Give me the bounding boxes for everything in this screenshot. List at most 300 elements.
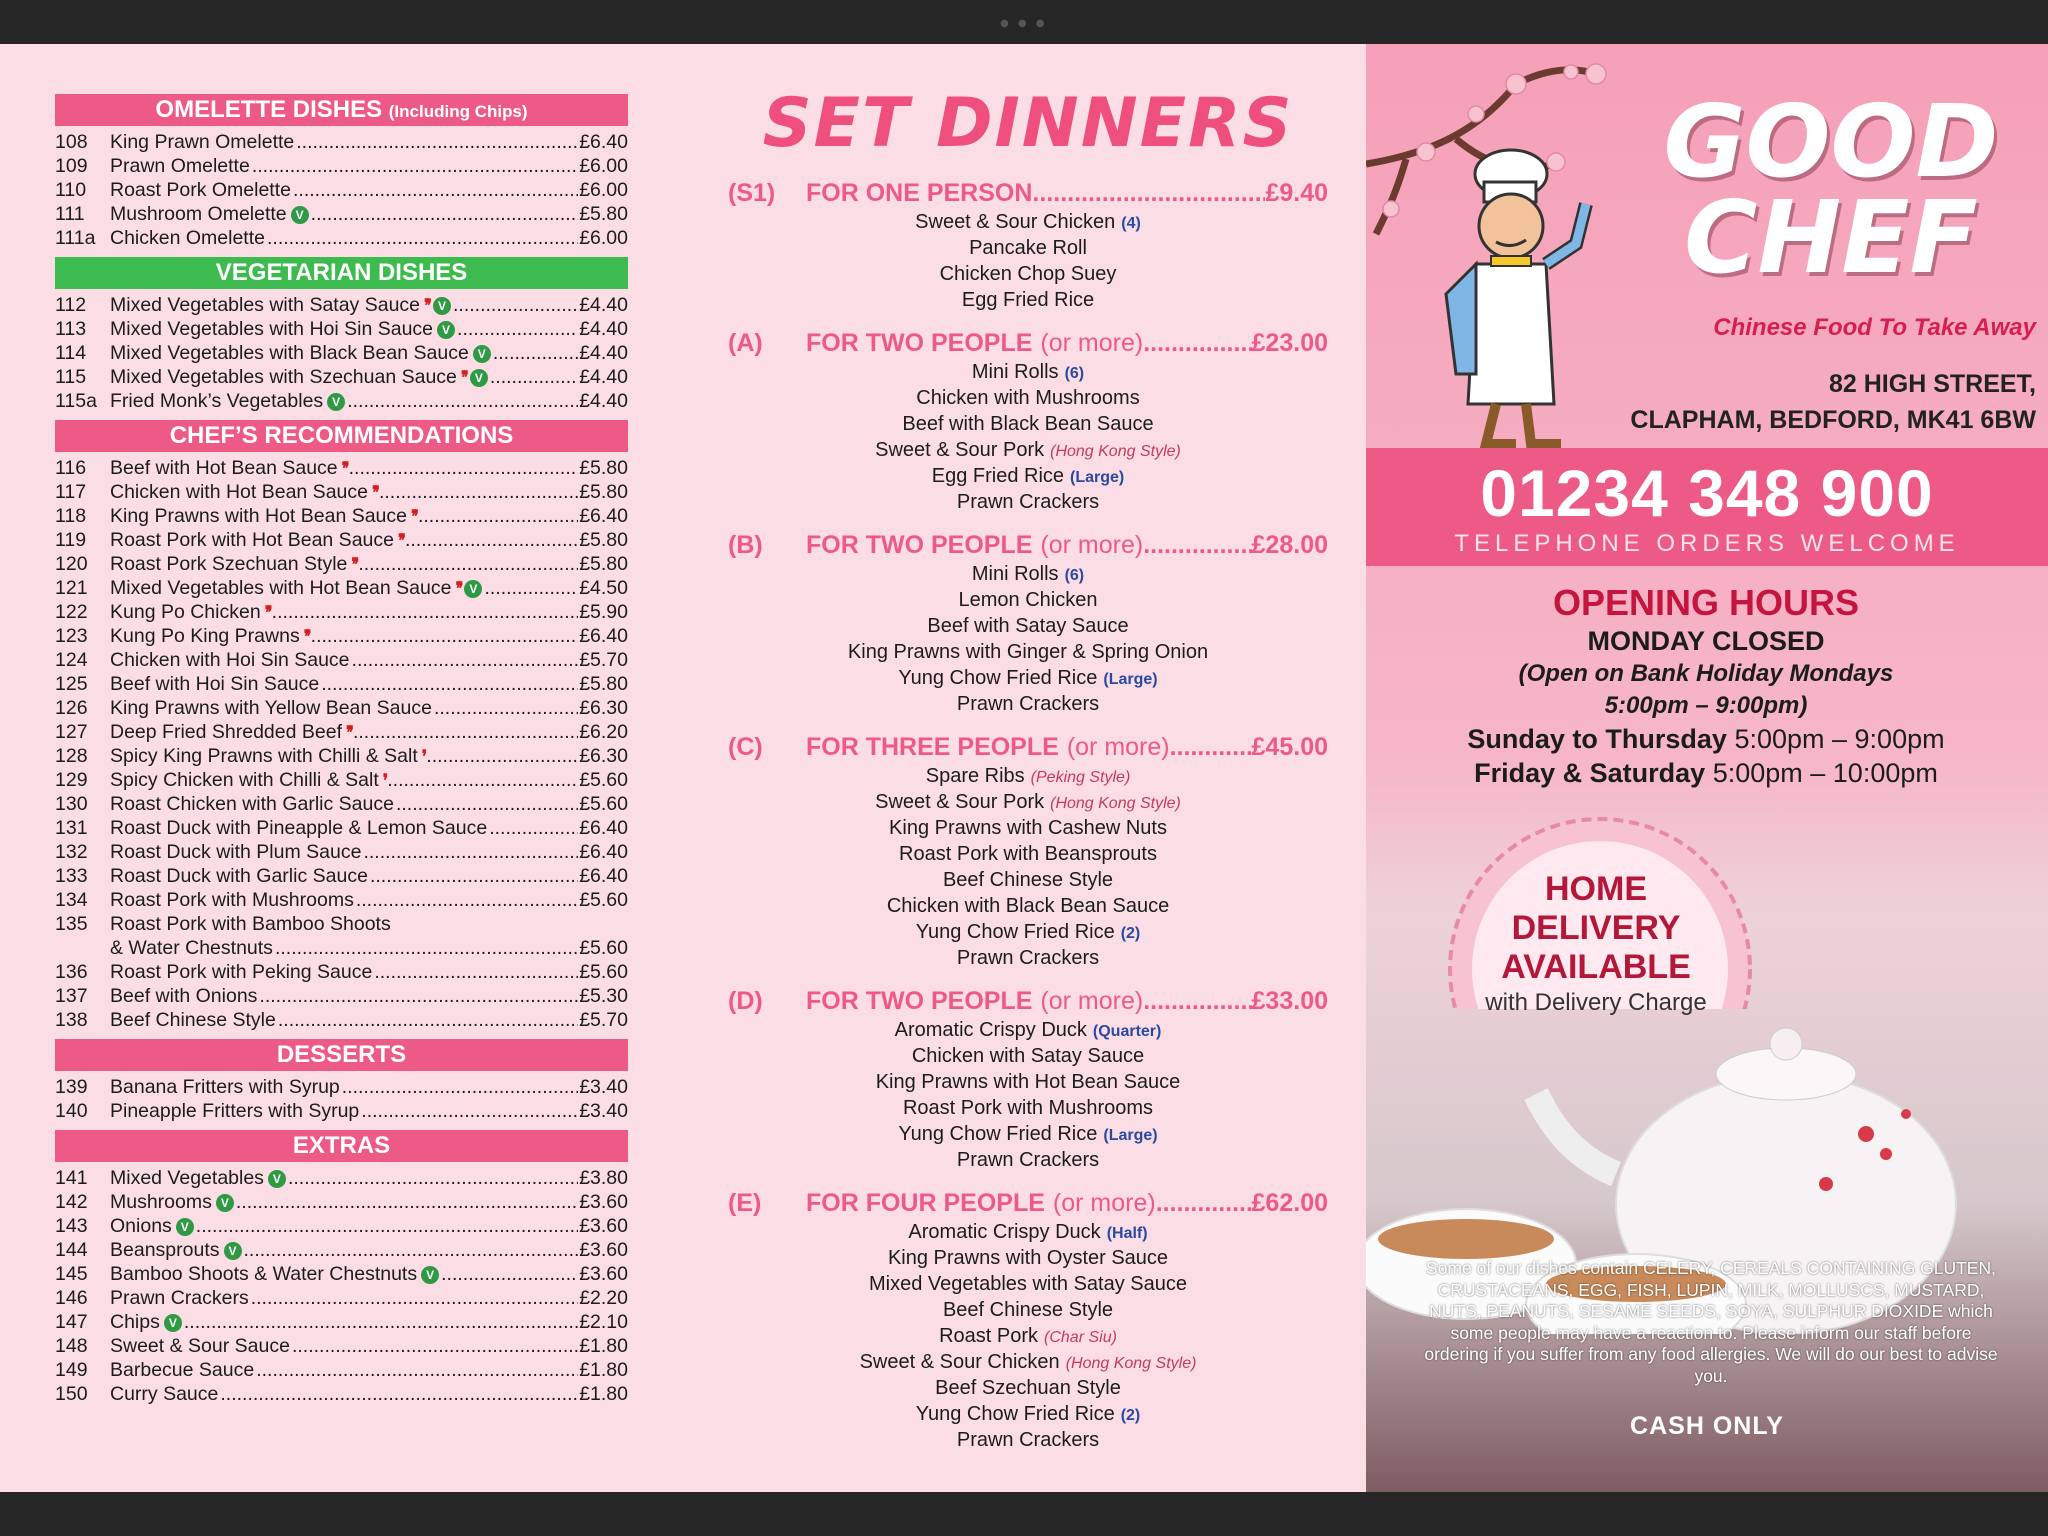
item-price: £1.80 (579, 1335, 628, 1357)
dot-leader (349, 457, 579, 480)
item-name-wrap (110, 889, 354, 912)
item-name: King Prawns with Yellow Bean Sauce (110, 697, 432, 719)
item-name: Roast Pork Omelette (110, 179, 291, 201)
dish-name: Roast Pork with Beansprouts (899, 843, 1157, 865)
vegetarian-v-icon: V (327, 393, 345, 411)
item-name: Mixed Vegetables (110, 1167, 264, 1189)
dish-name: Prawn Crackers (956, 1149, 1100, 1171)
item-name: King Prawn Omelette (110, 131, 295, 153)
set-dish (728, 359, 1328, 385)
item-name-wrap (110, 649, 350, 672)
set-code: (B) (728, 531, 763, 559)
item-price: £6.40 (579, 131, 628, 153)
menu-item-row (55, 841, 628, 865)
hours-line (1406, 756, 2006, 790)
item-number: 141 (55, 1167, 88, 1189)
dish-name: Sweet & Sour Chicken (859, 1351, 1060, 1373)
set-dish (728, 437, 1328, 463)
menu-item-row (55, 1239, 628, 1263)
dot-leader (353, 721, 578, 744)
vegetarian-v-icon: V (433, 297, 451, 315)
left-column (55, 94, 628, 1413)
item-list (55, 1162, 628, 1407)
dot-leader (1156, 1187, 1252, 1219)
item-name: Deep Fried Shredded Beef (110, 721, 342, 743)
item-number: 115 (55, 366, 87, 388)
menu-item-row (55, 227, 628, 251)
set-header (728, 985, 1328, 1017)
item-name: Spicy Chicken with Chilli & Salt (110, 769, 379, 791)
item-name-wrap (110, 481, 377, 504)
chili-icon: ❜❜ (341, 459, 347, 478)
dot-leader (252, 155, 578, 178)
item-number: 119 (55, 529, 87, 551)
item-name-wrap (110, 577, 482, 600)
dish-name: Prawn Crackers (956, 693, 1100, 715)
dish-note: (Hong Kong Style) (1065, 1355, 1197, 1372)
set-dish (728, 1043, 1328, 1069)
dot-leader (457, 318, 578, 341)
item-name-wrap (110, 1215, 194, 1238)
menu-item-row (55, 1359, 628, 1383)
item-number: 128 (55, 745, 88, 767)
item-price: £3.60 (579, 1215, 628, 1237)
item-list (55, 126, 628, 251)
dish-name: Prawn Crackers (956, 1429, 1100, 1451)
set-label: FOR TWO PEOPLE (806, 329, 1033, 357)
menu-sheet (0, 44, 2048, 1492)
item-list (55, 1071, 628, 1124)
item-number: 129 (55, 769, 88, 791)
item-price: £5.60 (579, 769, 628, 791)
item-price: £5.60 (579, 889, 628, 911)
set-code: (A) (728, 329, 763, 357)
item-number: 146 (55, 1287, 88, 1309)
item-number: 124 (55, 649, 88, 671)
item-name: Bamboo Shoots & Water Chestnuts (110, 1263, 418, 1285)
hours-line (1406, 722, 2006, 756)
dish-name: Prawn Crackers (956, 491, 1100, 513)
item-price: £4.50 (579, 577, 628, 599)
dish-note: (Large) (1070, 469, 1125, 486)
item-number: 115a (55, 390, 97, 412)
item-price: £5.80 (579, 457, 628, 479)
vegetarian-v-icon: V (291, 206, 309, 224)
item-name-wrap (110, 1076, 340, 1099)
item-number: 149 (55, 1359, 88, 1381)
menu-item-row (55, 1263, 628, 1287)
chili-icon: ❜❜ (397, 531, 403, 550)
dot-leader (272, 601, 579, 624)
item-name: Roast Pork Szechuan Style (110, 553, 348, 575)
vegetarian-v-icon: V (224, 1242, 242, 1260)
dish-name: Spare Ribs (925, 765, 1025, 787)
item-price: £1.80 (579, 1359, 628, 1381)
item-number: 116 (55, 457, 87, 479)
delivery-title (1456, 870, 1736, 987)
section-header (55, 1039, 628, 1071)
item-name: King Prawns with Hot Bean Sauce (110, 505, 407, 527)
section-title: VEGETARIAN DISHES (215, 259, 468, 286)
menu-item-row (55, 673, 628, 697)
item-name: Roast Pork with Bamboo Shoots (110, 913, 391, 935)
item-price: £3.80 (579, 1167, 628, 1189)
set-dish (728, 1017, 1328, 1043)
menu-item-row (55, 697, 628, 721)
item-number: 139 (55, 1076, 88, 1098)
item-name-wrap (110, 745, 424, 768)
dish-note: (Char Siu) (1044, 1329, 1117, 1346)
set-label: FOR FOUR PEOPLE (806, 1189, 1045, 1217)
item-price: £6.40 (579, 625, 628, 647)
dish-note: (6) (1064, 567, 1085, 584)
set-dish (728, 815, 1328, 841)
item-price: £6.40 (579, 841, 628, 863)
item-price: £3.60 (579, 1263, 628, 1285)
item-price: £5.80 (579, 673, 628, 695)
dot-leader (493, 342, 578, 365)
set-code: (S1) (728, 179, 776, 207)
item-name-wrap (110, 553, 356, 576)
dot-leader (1143, 327, 1251, 359)
dot-leader (288, 1167, 578, 1190)
item-name: Roast Pork with Peking Sauce (110, 961, 373, 983)
item-list (55, 289, 628, 414)
menu-item-row (55, 342, 628, 366)
set-code: (C) (728, 733, 763, 761)
set-dish (728, 691, 1328, 717)
set-dish (728, 261, 1328, 287)
item-name: Banana Fritters with Syrup (110, 1076, 340, 1098)
item-number: 121 (55, 577, 88, 599)
section-title: DESSERTS (276, 1041, 407, 1068)
item-name-wrap (110, 985, 257, 1008)
menu-item-row (55, 865, 628, 889)
phone-band (1366, 448, 2048, 566)
item-name: Beef with Onions (110, 985, 258, 1007)
brand-tagline: Chinese Food To Take Away (1713, 314, 2036, 341)
dish-note: (6) (1064, 365, 1085, 382)
chili-icon: ❜❜ (411, 507, 416, 526)
dot-leader (267, 227, 578, 250)
set-dish (728, 463, 1328, 489)
set-dish (728, 1219, 1328, 1245)
viewer-top-bar (0, 0, 2048, 44)
item-name: Pineapple Fritters with Syrup (110, 1100, 360, 1122)
vegetarian-v-icon: V (421, 1266, 439, 1284)
item-price: £6.40 (579, 817, 628, 839)
item-name: Beansprouts (110, 1239, 220, 1261)
item-name-wrap (110, 131, 294, 154)
chili-icon: ❜ (382, 771, 386, 790)
dish-name: Sweet & Sour Pork (875, 439, 1045, 461)
item-name-wrap (110, 1287, 249, 1310)
item-name-wrap (110, 673, 319, 696)
menu-item-row (55, 1383, 628, 1407)
dish-name: Sweet & Sour Pork (875, 791, 1045, 813)
address-line-1: 82 HIGH STREET, (1829, 370, 2036, 398)
section-subtitle: (Including Chips) (388, 102, 528, 121)
dot-leader (490, 366, 578, 389)
item-price: £3.60 (579, 1239, 628, 1261)
dot-leader (418, 505, 578, 528)
item-price: £6.40 (579, 505, 628, 527)
hours-days: Friday & Saturday (1474, 758, 1706, 788)
menu-item-row (55, 179, 628, 203)
item-name-wrap (110, 505, 416, 528)
item-name: Onions (110, 1215, 172, 1237)
set-or-more: (or more) (1040, 329, 1144, 357)
set-dish (728, 665, 1328, 691)
hours-time: 5:00pm – 9:00pm (1734, 724, 1945, 754)
item-price: £4.40 (579, 390, 628, 412)
dish-name: Chicken with Satay Sauce (911, 1045, 1145, 1067)
item-number: 143 (55, 1215, 88, 1237)
set-dinner (728, 1187, 1328, 1453)
menu-item-row (55, 577, 628, 601)
item-name: Sweet & Sour Sauce (110, 1335, 290, 1357)
menu-item-row (55, 937, 628, 961)
dot-leader (1143, 985, 1251, 1017)
dish-name: King Prawns with Oyster Sauce (887, 1247, 1169, 1269)
cash-only-note: CASH ONLY (1630, 1412, 1784, 1440)
vegetarian-v-icon: V (464, 580, 482, 598)
section-header (55, 94, 628, 126)
item-name: Beef with Hoi Sin Sauce (110, 673, 320, 695)
set-header (728, 731, 1328, 763)
dot-leader (387, 769, 578, 792)
item-number: 117 (55, 481, 87, 503)
set-dish (728, 1401, 1328, 1427)
set-dinner (728, 327, 1328, 515)
item-number: 140 (55, 1100, 88, 1122)
menu-item-row (55, 793, 628, 817)
dish-name: Beef Chinese Style (942, 869, 1114, 891)
phone-subtitle: TELEPHONE ORDERS WELCOME (1454, 530, 1960, 557)
item-price: £6.00 (579, 155, 628, 177)
dish-name: Beef Chinese Style (942, 1299, 1114, 1321)
menu-item-row (55, 1100, 628, 1124)
dot-leader (321, 673, 578, 696)
dish-name: Chicken with Black Bean Sauce (886, 895, 1170, 917)
delivery-line-3: AVAILABLE (1501, 948, 1691, 986)
dot-leader (453, 294, 578, 317)
set-header (728, 1187, 1328, 1219)
item-name: Kung Po Chicken (110, 601, 261, 623)
section-title: EXTRAS (292, 1132, 391, 1159)
item-name-wrap (110, 1335, 290, 1358)
item-name-wrap (110, 817, 487, 840)
set-dish (728, 1323, 1328, 1349)
set-dinner-list (728, 177, 1328, 1453)
item-name-wrap (110, 1263, 439, 1286)
item-number: 108 (55, 131, 88, 153)
set-dinner (728, 985, 1328, 1173)
item-price: £5.60 (579, 961, 628, 983)
set-dish (728, 235, 1328, 261)
hours-title: OPENING HOURS (1552, 582, 1860, 623)
set-dish (728, 385, 1328, 411)
item-name-wrap (110, 457, 347, 480)
set-label: FOR TWO PEOPLE (806, 987, 1033, 1015)
item-name-wrap (110, 697, 432, 720)
set-dish (728, 1121, 1328, 1147)
brand-line-2: CHEF (1684, 179, 1978, 296)
set-price: £62.00 (1251, 1189, 1328, 1217)
dot-leader (251, 1287, 578, 1310)
item-name-wrap (110, 227, 265, 250)
dish-name: Chicken Chop Suey (939, 263, 1117, 285)
dish-note: (2) (1120, 1407, 1141, 1424)
dot-leader (292, 1335, 578, 1358)
set-price: £9.40 (1265, 179, 1328, 207)
hours-closed: MONDAY CLOSED (1587, 626, 1825, 656)
chili-icon: ❜❜ (371, 483, 377, 502)
item-number: 127 (55, 721, 88, 743)
vegetarian-v-icon: V (470, 369, 488, 387)
vegetarian-v-icon: V (176, 1218, 194, 1236)
dish-note: (Peking Style) (1030, 769, 1131, 786)
item-number: 150 (55, 1383, 88, 1405)
menu-item-row (55, 721, 628, 745)
menu-item-row (55, 203, 628, 227)
set-or-more: (or more) (1052, 1189, 1156, 1217)
dish-name: Mini Rolls (971, 563, 1059, 585)
item-name-wrap (110, 1191, 234, 1214)
item-number: 126 (55, 697, 88, 719)
item-number: 135 (55, 913, 88, 935)
menu-item-row (55, 553, 628, 577)
item-number: 113 (55, 318, 87, 340)
set-code: (D) (728, 987, 763, 1015)
dot-leader (370, 865, 578, 888)
item-name-wrap (110, 390, 345, 413)
section-title: CHEF’S RECOMMENDATIONS (169, 422, 514, 449)
item-number: 120 (55, 553, 88, 575)
dish-name: Pancake Roll (969, 237, 1087, 259)
hours-days: Sunday to Thursday (1467, 724, 1727, 754)
item-list (55, 452, 628, 1033)
viewer-handle-icon[interactable]: ● ● ● (1000, 18, 1048, 29)
menu-item-row (55, 985, 628, 1009)
item-name: Mushrooms (110, 1191, 212, 1213)
item-price: £5.90 (579, 601, 628, 623)
dot-leader (441, 1263, 578, 1286)
item-price: £6.40 (579, 865, 628, 887)
item-name-wrap (110, 1311, 182, 1334)
item-name-wrap (110, 625, 309, 648)
menu-item-row (55, 318, 628, 342)
item-price: £5.80 (579, 203, 628, 225)
item-name: Roast Pork with Mushrooms (110, 889, 354, 911)
dot-leader (220, 1383, 578, 1406)
dish-name: King Prawns with Ginger & Spring Onion (847, 641, 1209, 663)
set-dish (728, 1375, 1328, 1401)
delivery-subtitle: with Delivery Charge (1485, 989, 1707, 1016)
dish-name: Yung Chow Fried Rice (915, 1403, 1115, 1425)
item-price: £4.40 (579, 366, 628, 388)
set-dish (728, 1349, 1328, 1375)
set-dish (728, 841, 1328, 867)
menu-item-row (55, 505, 628, 529)
item-name: Fried Monk’s Vegetables (110, 390, 324, 412)
item-number: 142 (55, 1191, 88, 1213)
menu-item-row (55, 366, 628, 390)
set-dish (728, 945, 1328, 971)
dot-leader (296, 131, 578, 154)
item-name: Mixed Vegetables with Hot Bean Sauce (110, 577, 452, 599)
section-chefs-recommendations (55, 420, 628, 1033)
item-name-wrap (110, 721, 351, 744)
item-name-wrap (110, 203, 309, 226)
dot-leader (293, 179, 578, 202)
item-name: Chicken with Hot Bean Sauce (110, 481, 368, 503)
menu-item-row (55, 889, 628, 913)
item-number: 112 (55, 294, 87, 316)
menu-item-row (55, 131, 628, 155)
bank-line-2: 5:00pm – 9:00pm) (1604, 692, 1808, 719)
item-price: £5.80 (579, 553, 628, 575)
dot-leader (361, 1100, 578, 1123)
dot-leader (434, 697, 578, 720)
set-or-more: (or more) (1066, 733, 1170, 761)
dot-leader (1170, 731, 1252, 763)
hours-time: 5:00pm – 10:00pm (1712, 758, 1938, 788)
dish-name: Roast Pork with Mushrooms (902, 1097, 1154, 1119)
item-number: 123 (55, 625, 88, 647)
vegetarian-v-icon: V (268, 1170, 286, 1188)
chili-icon: ❜❜ (424, 296, 429, 315)
set-dish (728, 1147, 1328, 1173)
dish-name: Prawn Crackers (956, 947, 1100, 969)
set-label: FOR ONE PERSON (806, 179, 1033, 207)
set-dish (728, 893, 1328, 919)
section-header (55, 257, 628, 289)
dot-leader (256, 1359, 578, 1382)
dot-leader (236, 1191, 578, 1214)
dish-name: Chicken with Mushrooms (916, 387, 1140, 409)
menu-item-row (55, 294, 628, 318)
dish-name: Egg Fried Rice (961, 289, 1095, 311)
dish-name: Mini Rolls (971, 361, 1059, 383)
item-name: Barbecue Sauce (110, 1359, 255, 1381)
set-dish (728, 1271, 1328, 1297)
set-dinners-title: SET DINNERS (762, 84, 1294, 163)
item-number: 130 (55, 793, 88, 815)
item-name: Mixed Vegetables with Hoi Sin Sauce (110, 318, 434, 340)
menu-item-row (55, 817, 628, 841)
dot-leader (259, 985, 578, 1008)
vegetarian-v-icon: V (216, 1194, 234, 1212)
chili-icon: ❜❜ (264, 603, 270, 622)
set-header (728, 529, 1328, 561)
item-number: 138 (55, 1009, 88, 1031)
menu-item-row (55, 1335, 628, 1359)
vegetarian-v-icon: V (473, 345, 491, 363)
chili-icon: ❜❜ (303, 627, 309, 646)
menu-item-row (55, 457, 628, 481)
item-name-wrap (110, 961, 372, 984)
item-name: Roast Duck with Garlic Sauce (110, 865, 368, 887)
item-price: £3.40 (579, 1100, 628, 1122)
item-name: Kung Po King Prawns (110, 625, 300, 647)
item-name-wrap (110, 1239, 242, 1262)
dish-name: Beef Szechuan Style (935, 1377, 1121, 1399)
item-name-wrap (110, 179, 291, 202)
dot-leader (356, 889, 578, 912)
item-name-wrap (110, 1009, 276, 1032)
dish-name: Aromatic Crispy Duck (908, 1221, 1101, 1243)
